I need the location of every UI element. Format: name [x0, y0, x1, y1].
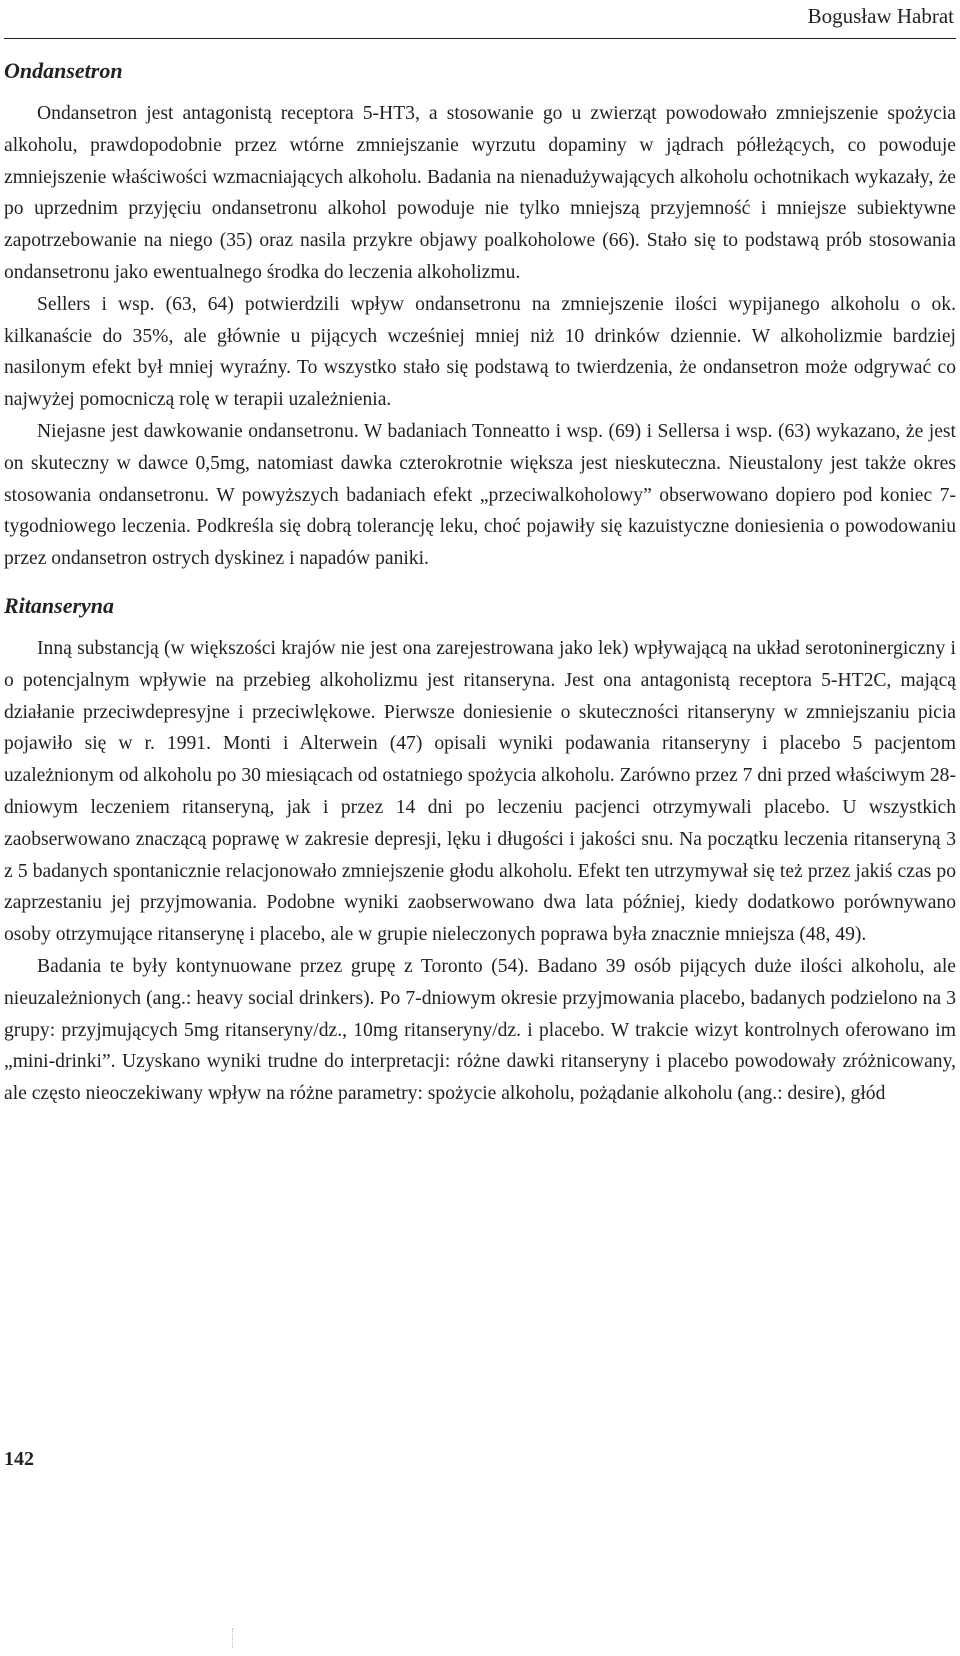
- page-number: 142: [4, 1448, 34, 1470]
- paragraph: Sellers i wsp. (63, 64) potwierdzili wpływ ondansetronu na zmniejszenie ilości wypijanego alkoholu o ok. kilkanaście do 35%, ale głównie u pijących wcześniej mniej niż 10 drinków dziennie. W alkoholizmie bardziej nasilonym efekt był mniej wyraźny. To wszystko stało się podstawą to twierdzenia, że ondansetron może odgrywać co najwyżej pomocniczą rolę w terapii uzależnienia.: [4, 293, 956, 411]
- running-header: [4, 2, 956, 39]
- paragraph: Ondansetron jest antagonistą receptora 5-HT3, a stosowanie go u zwierząt powodowało zmniejszenie spożycia alkoholu, prawdopodobnie przez wtórne zmniejszanie wyrzutu dopaminy w jądrach półleżących, co powoduje zmniejszenie właściwości wzmacniających alkoholu. Badania na nienadużywających alkoholu ochotnikach wykazały, że po uprzednim przyjęciu ondansetronu alkohol powoduje nie tylko mniejszą przyjemność i mniejsze subiektywne zapotrzebowanie na niego (35) oraz nasila przykre objawy poalkoholowe (66). Stało się to podstawą prób stosowania ondansetronu jako ewentualnego środka do leczenia alkoholizmu.: [4, 103, 956, 283]
- paragraph: Inną substancją (w większości krajów nie jest ona zarejestrowana jako lek) wpływającą na układ serotoninergiczny i o potencjalnym wpływie na przebieg alkoholizmu jest ritanseryna. Jest ona antagonistą receptora 5-HT2C, mającą działanie przeciwdepresyjne i przeciwlękowe. Pierwsze doniesienie o skuteczności ritanseryny w zmniejszaniu picia pojawiło się w r. 1991. Monti i Alterwein (47) opisali wyniki podawania ritanseryny i placebo 5 pacjentom uzależnionym od alkoholu po 30 miesiącach od ostatniego spożycia alkoholu. Zarówno przez 7 dni przed właściwym 28-dniowym leczeniem ritanseryną, jak i przez 14 dni po leczeniu pacjenci otrzymywali placebo. U wszystkich zaobserwowano znaczącą poprawę w zakresie depresji, lęku i długości i jakości snu. Na początku leczenia ritanseryną 3 z 5 badanych spontanicznie relacjonowało zmniejszenie głodu alkoholu. Efekt ten utrzymywał się też przez jakiś czas po zaprzestaniu jej przyjmowania. Podobne wyniki zaobserwowano dwa lata później, kiedy dodatkowo porównywano osoby otrzymujące ritanserynę i placebo, ale w grupie nieleczonych poprawa była znacznie mniejsza (48, 49).: [4, 637, 956, 946]
- page-body: [4, 58, 956, 1110]
- header-author: Bogusław Habrat: [807, 4, 954, 28]
- paragraph: Badania te były kontynuowane przez grupę z Toronto (54). Badano 39 osób pijących duże ilości alkoholu, ale nieuzależnionych (ang.: heavy social drinkers). Po 7-dniowym okresie przyjmowania placebo, badanych podzielono na 3 grupy: przyjmujących 5mg ritanseryny/dz., 10mg ritanseryny/dz. i placebo. W trakcie wizyt kontrolnych oferowano im „mini-drinki”. Uzyskano wyniki trudne do interpretacji: różne dawki ritanseryny i placebo powodowały zróżnicowany, ale często nieoczekiwany wpływ na różne parametry: spożycie alkoholu, pożądanie alkoholu (ang.: desire), głód: [4, 955, 956, 1105]
- section-heading-ritanseryna: Ritanseryna: [4, 592, 115, 618]
- section-heading-ondansetron: Ondansetron: [4, 58, 123, 83]
- paragraph: Niejasne jest dawkowanie ondansetronu. W badaniach Tonneatto i wsp. (69) i Sellersa i wsp. (63) wykazano, że jest on skuteczny w dawce 0,5mg, natomiast dawka czterokrotnie większa jest nieskuteczna. Nieustalony jest także okres stosowania ondansetronu. W powyższych badaniach efekt „przeciwalkoholowy” obserwowano dopiero pod koniec 7-tygodniowego leczenia. Podkreśla się dobrą tolerancję leku, choć pojawiły się kazuistyczne doniesienia o powodowaniu przez ondansetron ostrych dyskinez i napadów paniki.: [4, 420, 956, 570]
- scan-artifact: [232, 1628, 235, 1648]
